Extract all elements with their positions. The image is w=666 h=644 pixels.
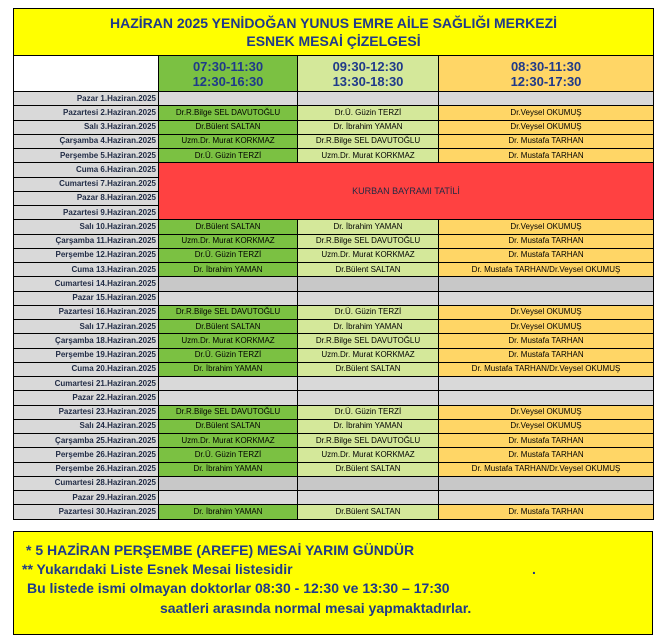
schedule-row — [14, 135, 654, 149]
date-cell: Çarşamba 4.Haziran.2025 — [14, 135, 159, 149]
shift-2-cell: Dr. İbrahim YAMAN — [298, 320, 439, 334]
shift-2-cell — [298, 491, 439, 505]
shift-3-cell: Dr.Veysel OKUMUŞ — [439, 121, 654, 135]
date-cell: Pazar 29.Haziran.2025 — [14, 491, 159, 505]
shift-3-cell: Dr. Mustafa TARHAN/Dr.Veysel OKUMUŞ — [439, 463, 654, 477]
schedule-row — [14, 391, 654, 405]
shift-3-cell — [439, 491, 654, 505]
shift-3-cell: Dr. Mustafa TARHAN — [439, 235, 654, 249]
shift-header-1: 07:30-11:30 12:30-16:30 — [159, 56, 298, 92]
date-cell: Perşembe 12.Haziran.2025 — [14, 249, 159, 263]
date-cell: Cumartesi 21.Haziran.2025 — [14, 377, 159, 391]
date-cell: Pazartesi 30.Haziran.2025 — [14, 505, 159, 519]
shift-2-cell: Dr.R.Bilge SEL DAVUTOĞLU — [298, 135, 439, 149]
shift-2-cell — [298, 277, 439, 291]
note-normal-hours: Bu listede ismi olmayan doktorlar 08:30 - 12:30 ve 13:30 – 17:30 — [27, 580, 450, 596]
date-cell: Pazartesi 16.Haziran.2025 — [14, 306, 159, 320]
schedule-row — [14, 263, 654, 277]
shift-3-cell — [439, 391, 654, 405]
shift-2-cell: Uzm.Dr. Murat KORKMAZ — [298, 448, 439, 462]
shift-2-cell: Dr.Bülent SALTAN — [298, 363, 439, 377]
shift-2-cell: Dr.Ü. Güzin TERZİ — [298, 306, 439, 320]
shift-3-cell — [439, 292, 654, 306]
holiday-cell: KURBAN BAYRAMI TATİLİ — [159, 163, 654, 220]
schedule-rows — [14, 92, 654, 520]
shift-1-cell — [159, 277, 298, 291]
header-blank-cell — [14, 56, 159, 92]
shift-3-cell: Dr.Veysel OKUMUŞ — [439, 406, 654, 420]
note-mark: . — [532, 561, 536, 577]
shift-2-cell: Uzm.Dr. Murat KORKMAZ — [298, 149, 439, 163]
shift-3-cell — [439, 477, 654, 491]
date-cell: Çarşamba 25.Haziran.2025 — [14, 434, 159, 448]
date-cell: Çarşamba 18.Haziran.2025 — [14, 334, 159, 348]
date-cell: Çarşamba 11.Haziran.2025 — [14, 235, 159, 249]
shift-2-cell: Dr. İbrahim YAMAN — [298, 121, 439, 135]
date-cell: Cumartesi 7.Haziran.2025 — [14, 178, 159, 192]
date-cell: Cumartesi 28.Haziran.2025 — [14, 477, 159, 491]
shift-3-cell: Dr. Mustafa TARHAN — [439, 505, 654, 519]
schedule-row — [14, 491, 654, 505]
shift-1-cell: Dr.R.Bilge SEL DAVUTOĞLU — [159, 106, 298, 120]
date-cell: Salı 3.Haziran.2025 — [14, 121, 159, 135]
shift-1-cell: Dr.Ü. Güzin TERZİ — [159, 249, 298, 263]
schedule-row — [14, 320, 654, 334]
schedule-row — [14, 448, 654, 462]
date-cell: Pazar 1.Haziran.2025 — [14, 92, 159, 106]
note-normal-hours-cont: saatleri arasında normal mesai yapmaktadırlar. — [160, 600, 472, 616]
shift-1-cell: Dr.Ü. Güzin TERZİ — [159, 149, 298, 163]
schedule-row — [14, 363, 654, 377]
shift-3-cell — [439, 277, 654, 291]
shift-header-row — [14, 56, 654, 92]
date-cell: Salı 24.Haziran.2025 — [14, 420, 159, 434]
schedule-row — [14, 249, 654, 263]
shift-3-cell: Dr. Mustafa TARHAN — [439, 149, 654, 163]
date-cell: Perşembe 26.Haziran.2025 — [14, 448, 159, 462]
shift-2-cell — [298, 377, 439, 391]
shift-3-cell: Dr. Mustafa TARHAN — [439, 135, 654, 149]
shift-1-cell: Dr. İbrahim YAMAN — [159, 263, 298, 277]
shift-3-cell: Dr. Mustafa TARHAN — [439, 349, 654, 363]
date-cell: Cuma 6.Haziran.2025 — [14, 163, 159, 177]
shift-2-cell — [298, 477, 439, 491]
shift-2-cell: Uzm.Dr. Murat KORKMAZ — [298, 349, 439, 363]
shift-3-cell: Dr.Veysel OKUMUŞ — [439, 306, 654, 320]
note-flexible-list: ** Yukarıdaki Liste Esnek Mesai listesidir — [22, 561, 293, 577]
shift-2-cell: Dr.Bülent SALTAN — [298, 463, 439, 477]
shift-1-cell — [159, 391, 298, 405]
schedule-row — [14, 149, 654, 163]
shift-2-cell: Dr.R.Bilge SEL DAVUTOĞLU — [298, 334, 439, 348]
schedule-title — [14, 9, 654, 56]
schedule-row — [14, 235, 654, 249]
date-cell: Salı 10.Haziran.2025 — [14, 220, 159, 234]
shift-2-cell: Dr.R.Bilge SEL DAVUTOĞLU — [298, 434, 439, 448]
shift-header-2: 09:30-12:30 13:30-18:30 — [298, 56, 439, 92]
shift-2-cell: Dr.R.Bilge SEL DAVUTOĞLU — [298, 235, 439, 249]
shift-1-cell: Uzm.Dr. Murat KORKMAZ — [159, 434, 298, 448]
schedule-row — [14, 434, 654, 448]
date-cell: Pazartesi 9.Haziran.2025 — [14, 206, 159, 220]
date-cell: Cumartesi 14.Haziran.2025 — [14, 277, 159, 291]
schedule-row — [14, 306, 654, 320]
schedule-row — [14, 121, 654, 135]
shift-3-cell: Dr. Mustafa TARHAN — [439, 448, 654, 462]
schedule-row — [14, 277, 654, 291]
shift-1-cell: Dr.R.Bilge SEL DAVUTOĞLU — [159, 306, 298, 320]
shift-1-cell: Dr.R.Bilge SEL DAVUTOĞLU — [159, 406, 298, 420]
shift-1-cell: Dr.Bülent SALTAN — [159, 420, 298, 434]
shift-3-cell: Dr. Mustafa TARHAN/Dr.Veysel OKUMUŞ — [439, 363, 654, 377]
shift-1-cell: Dr.Bülent SALTAN — [159, 320, 298, 334]
schedule-row — [14, 292, 654, 306]
shift-1-cell — [159, 377, 298, 391]
shift-2-cell — [298, 391, 439, 405]
schedule-row — [14, 92, 654, 106]
shift-1-cell: Dr.Ü. Güzin TERZİ — [159, 448, 298, 462]
shift-1-cell — [159, 292, 298, 306]
shift-3-cell: Dr.Veysel OKUMUŞ — [439, 106, 654, 120]
shift-1-cell — [159, 92, 298, 106]
shift-1-cell: Dr. İbrahim YAMAN — [159, 505, 298, 519]
shift-3-cell: Dr.Veysel OKUMUŞ — [439, 220, 654, 234]
notes-box — [13, 531, 653, 635]
shift-1-cell: Uzm.Dr. Murat KORKMAZ — [159, 235, 298, 249]
shift-3-cell: Dr.Veysel OKUMUŞ — [439, 420, 654, 434]
shift-header-3: 08:30-11:30 12:30-17:30 — [439, 56, 654, 92]
schedule-row — [14, 349, 654, 363]
shift-2-cell: Dr.Bülent SALTAN — [298, 263, 439, 277]
date-cell: Pazartesi 23.Haziran.2025 — [14, 406, 159, 420]
date-cell: Pazar 22.Haziran.2025 — [14, 391, 159, 405]
date-cell: Perşembe 19.Haziran.2025 — [14, 349, 159, 363]
title-line-1: HAZİRAN 2025 YENİDOĞAN YUNUS EMRE AİLE SAĞLIĞI MERKEZİ — [109, 15, 558, 31]
shift-1-cell: Dr.Ü. Güzin TERZİ — [159, 349, 298, 363]
shift-1-cell — [159, 491, 298, 505]
schedule-row — [14, 477, 654, 491]
shift-3-cell — [439, 377, 654, 391]
date-cell: Cuma 20.Haziran.2025 — [14, 363, 159, 377]
shift-1-cell: Uzm.Dr. Murat KORKMAZ — [159, 334, 298, 348]
shift-1-cell: Uzm.Dr. Murat KORKMAZ — [159, 135, 298, 149]
schedule-row — [14, 334, 654, 348]
date-cell: Pazar 15.Haziran.2025 — [14, 292, 159, 306]
shift-3-cell: Dr. Mustafa TARHAN — [439, 434, 654, 448]
date-cell: Pazartesi 2.Haziran.2025 — [14, 106, 159, 120]
title-line-2: ESNEK MESAİ ÇİZELGESİ — [246, 33, 421, 49]
shift-2-cell: Dr.Ü. Güzin TERZİ — [298, 106, 439, 120]
shift-3-cell — [439, 92, 654, 106]
shift-3-cell: Dr. Mustafa TARHAN — [439, 249, 654, 263]
shift-1-cell: Dr. İbrahim YAMAN — [159, 363, 298, 377]
schedule-sheet — [13, 8, 654, 520]
note-half-day: * 5 HAZİRAN PERŞEMBE (AREFE) MESAİ YARIM GÜNDÜR — [26, 542, 415, 558]
schedule-row — [14, 463, 654, 477]
shift-2-cell: Dr. İbrahim YAMAN — [298, 220, 439, 234]
shift-2-cell — [298, 92, 439, 106]
schedule-row — [14, 220, 654, 234]
shift-1-cell: Dr. İbrahim YAMAN — [159, 463, 298, 477]
shift-2-cell: Dr.Bülent SALTAN — [298, 505, 439, 519]
shift-3-cell: Dr. Mustafa TARHAN — [439, 334, 654, 348]
schedule-row — [14, 377, 654, 391]
schedule-row — [14, 406, 654, 420]
shift-2-cell — [298, 292, 439, 306]
shift-3-cell: Dr.Veysel OKUMUŞ — [439, 320, 654, 334]
shift-2-cell: Dr.Ü. Güzin TERZİ — [298, 406, 439, 420]
date-cell: Pazar 8.Haziran.2025 — [14, 192, 159, 206]
date-cell: Salı 17.Haziran.2025 — [14, 320, 159, 334]
shift-1-cell — [159, 477, 298, 491]
schedule-row — [14, 505, 654, 519]
shift-1-cell: Dr.Bülent SALTAN — [159, 220, 298, 234]
shift-2-cell: Uzm.Dr. Murat KORKMAZ — [298, 249, 439, 263]
schedule-row — [14, 106, 654, 120]
shift-3-cell: Dr. Mustafa TARHAN/Dr.Veysel OKUMUŞ — [439, 263, 654, 277]
shift-1-cell: Dr.Bülent SALTAN — [159, 121, 298, 135]
shift-2-cell: Dr. İbrahim YAMAN — [298, 420, 439, 434]
date-cell: Perşembe 5.Haziran.2025 — [14, 149, 159, 163]
schedule-row — [14, 420, 654, 434]
date-cell: Cuma 13.Haziran.2025 — [14, 263, 159, 277]
date-cell: Perşembe 26.Haziran.2025 — [14, 463, 159, 477]
